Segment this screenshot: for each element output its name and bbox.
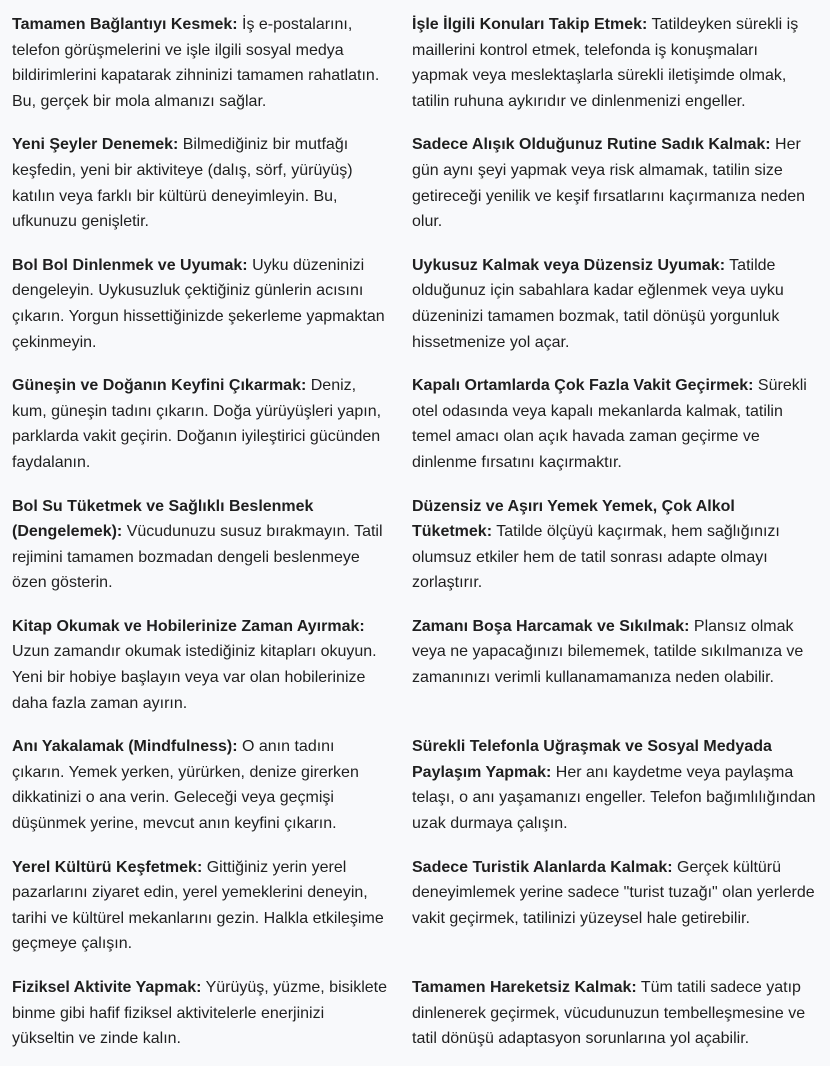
dos-donts-table [0,8,830,1066]
dont-text: Her gün aynı şeyi yapmak veya risk almamak, tatilin size getireceği yenilik ve keşif fırsatlarını kaçırmanıza neden olur. [412,136,806,231]
do-title: Güneşin ve Doğanın Keyfini Çıkarmak: [12,377,307,395]
do-cell [0,490,400,610]
do-title: Bol Su Tüketmek ve Sağlıklı Beslenmek (Dengelemek): [12,497,314,541]
do-text: Bilmediğiniz bir mutfağı keşfedin, yeni bir aktiviteye (dalış, sörf, yürüyüş) katılın veya farklı bir kültürü deneyimleyin. Bu, ufkunuzu genişletir. [12,136,353,231]
do-cell [0,610,400,730]
do-text: Deniz, kum, güneşin tadını çıkarın. Doğa yürüyüşleri yapın, parklarda vakit geçirin. Doğanın iyileştirici gücünden faydalanın. [12,377,382,471]
table-row [0,249,830,369]
dont-text: Gerçek kültürü deneyimlemek yerine sadece "turist tuzağı" olan yerlerde vakit geçirmek, tatilinizi yüzeysel hale getirebilir. [412,858,815,927]
dont-text: Her anı kaydetme veya paylaşma telaşı, o anı yaşamanızı engeller. Telefon bağımlılığından uzak durmaya çalışın. [412,763,816,833]
dont-title: Kapalı Ortamlarda Çok Fazla Vakit Geçirmek: [412,377,754,395]
do-title: Anı Yakalamak (Mindfulness): [12,738,238,756]
do-text: Uzun zamandır okumak istediğiniz kitapları okuyun. Yeni bir hobiye başlayın veya var olan hobilerinize daha fazla zaman ayırın. [12,643,377,712]
dont-title: Tamamen Hareketsiz Kalmak: [412,979,637,996]
do-text: Yürüyüş, yüzme, bisiklete binme gibi hafif fiziksel aktivitelerle enerjinizi yükseltin ve zinde kalın. [12,979,387,1048]
dont-cell [400,249,830,369]
dont-cell [400,369,830,489]
do-cell [0,249,400,369]
dont-cell [400,730,830,850]
dont-title: Sadece Turistik Alanlarda Kalmak: [412,858,673,876]
do-cell [0,369,400,489]
dont-title: Sürekli Telefonla Uğraşmak ve Sosyal Medyada Paylaşım Yapmak: [412,738,772,781]
dont-cell [400,490,830,610]
do-title: Yeni Şeyler Denemek: [12,136,179,154]
dont-text: Tatilde ölçüyü kaçırmak, hem sağlığınızı olumsuz etkiler hem de tatil sonrası adapte olmayı zorlaştırır. [412,523,780,592]
do-text: Vücudunuzu susuz bırakmayın. Tatil rejimini tamamen bozmadan dengeli beslenmeye özen gösterin. [12,523,383,592]
table-row [0,971,830,1066]
do-cell [0,851,400,971]
do-title: Kitap Okumak ve Hobilerinize Zaman Ayırmak: [12,617,365,635]
dont-text: Tatilde olduğunuz için sabahlara kadar eğlenmek veya uyku düzeninizi tamamen bozmak, tatil dönüşü yorgunluk hissetmenize yol açar. [412,256,784,351]
do-cell [0,8,400,128]
dont-title: Sadece Alışık Olduğunuz Rutine Sadık Kalmak: [412,136,771,154]
do-title: Bol Bol Dinlenmek ve Uyumak: [12,256,248,274]
table-row [0,851,830,971]
do-title: Tamamen Bağlantıyı Kesmek: [12,16,238,33]
dont-text: Tüm tatili sadece yatıp dinlenerek geçirmek, vücudunuzun tembelleşmesine ve tatil dönüşü adaptasyon sorunlarına yol açabilir. [412,979,806,1048]
do-title: Yerel Kültürü Keşfetmek: [12,858,203,876]
do-text: Uyku düzeninizi dengeleyin. Uykusuzluk çektiğiniz günlerin acısını çıkarın. Yorgun hissettiğinizde şekerleme yapmaktan çekinmeyin. [12,256,385,351]
table-row [0,369,830,489]
do-cell [0,971,400,1066]
table-row [0,610,830,730]
table-row [0,8,830,128]
dont-cell [400,971,830,1066]
dont-title: Uykusuz Kalmak veya Düzensiz Uyumak: [412,256,726,274]
dont-text: Sürekli otel odasında veya kapalı mekanlarda kalmak, tatilin temel amacı olan açık havada zaman geçirme ve dinlenme fırsatını kaçırmaktır. [412,377,807,471]
do-text: Gittiğiniz yerin yerel pazarlarını ziyaret edin, yerel yemeklerini deneyin, tarihi ve kültürel mekanlarını gezin. Halkla etkileşime geçmeye çalışın. [12,858,384,953]
table-row [0,730,830,850]
dont-title: Zamanı Boşa Harcamak ve Sıkılmak: [412,617,690,635]
dont-cell [400,8,830,128]
dont-cell [400,610,830,730]
do-cell [0,730,400,850]
do-title: Fiziksel Aktivite Yapmak: [12,979,202,996]
dont-cell [400,851,830,971]
table-row [0,128,830,248]
do-text: İş e-postalarını, telefon görüşmelerini ve işle ilgili sosyal medya bildirimlerini kapatarak zihninizi tamamen rahatlatın. Bu, gerçek bir mola almanızı sağlar. [12,16,380,110]
dont-text: Tatildeyken sürekli iş maillerini kontrol etmek, telefonda iş konuşmaları yapmak veya meslektaşlarla sürekli iletişimde olmak, tatilin ruhuna aykırıdır ve dinlenmenizi engeller. [412,16,799,110]
dont-title: İşle İlgili Konuları Takip Etmek: [412,16,648,33]
do-cell [0,128,400,248]
dont-title: Düzensiz ve Aşırı Yemek Yemek, Çok Alkol Tüketmek: [412,497,735,541]
dont-text: Plansız olmak veya ne yapacağınızı bilememek, tatilde sıkılmanıza ve zamanınızı verimli kullanamamanıza neden olabilir. [412,617,804,687]
dont-cell [400,128,830,248]
table-row [0,490,830,610]
do-text: O anın tadını çıkarın. Yemek yerken, yürürken, denize girerken dikkatinizi o ana verin. Geleceği veya geçmişi düşünmek yerine, mevcut anın keyfini çıkarın. [12,738,359,833]
